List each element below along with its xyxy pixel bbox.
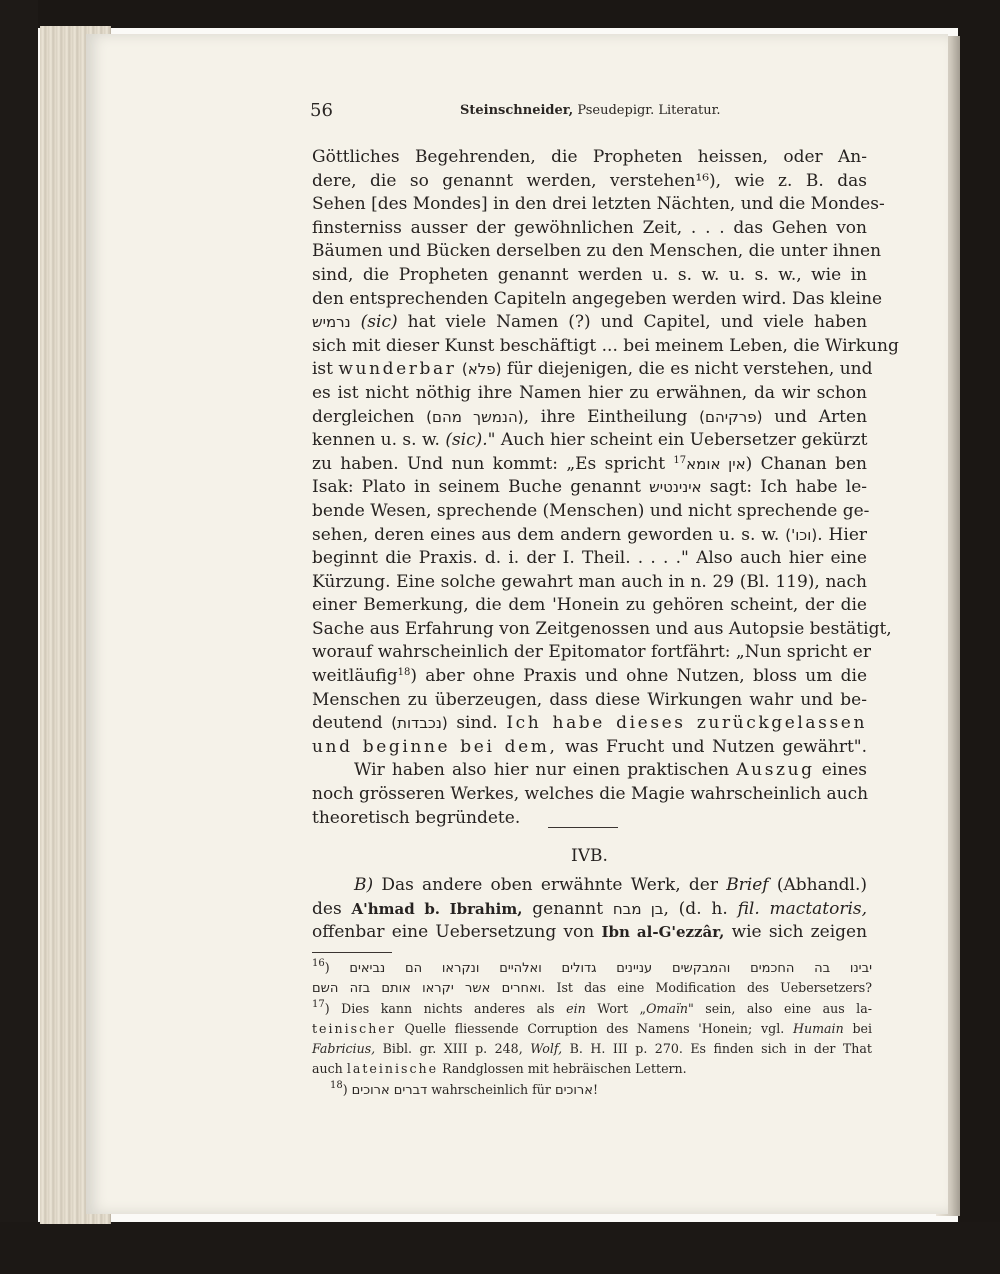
text-segment: Wir haben also hier nur einen praktischen	[354, 760, 730, 781]
footnote-number: 16	[312, 958, 325, 969]
hebrew-quote: ארוכים	[554, 1082, 593, 1098]
text-segment: !	[592, 1081, 598, 1097]
text-line: theoretisch begründete.	[312, 807, 521, 828]
text-line: Kürzung. Eine solche gewahrt man auch in n. 29 (Bl. 119), nach	[312, 571, 867, 592]
text-segment: für diejenigen, die es nicht verstehen, und	[506, 359, 873, 380]
text-line	[312, 476, 867, 500]
text-line: beginnt die Praxis. d. i. der I. Theil. . . . ." Also auch hier eine	[312, 548, 867, 569]
text-segment: eines	[821, 760, 868, 781]
spaced-word: lateinische	[346, 1061, 439, 1077]
text-segment: hat viele Namen (?) und Capitel, und viele haben	[407, 312, 868, 333]
hebrew-quote: יבינו בה החכמים והמבקשים עניינים גדולים ואלהיים ונקראו הם נביאים	[349, 961, 872, 976]
text-segment: Brief	[726, 875, 769, 895]
hebrew-term: אין אומא	[686, 454, 746, 473]
main-text	[312, 146, 899, 830]
hebrew-term: נרמיש	[312, 313, 351, 332]
scan-background-left	[0, 0, 38, 1274]
sic-note: (sic).	[445, 430, 488, 451]
text-segment: sind.	[456, 713, 498, 734]
text-line: Göttliches Begehrenden, die Propheten heissen, oder An-	[312, 147, 867, 167]
text-segment: . Hier	[817, 524, 868, 545]
footnote-number: 17	[312, 998, 325, 1010]
text-segment: weitläufig	[312, 666, 398, 687]
text-segment: bei	[852, 1020, 872, 1036]
footnote-line	[312, 978, 872, 998]
footnote-line: $^{16}$) יבינו בה החכמים והמבקשים עניינים גדולים ואלהיים ונקראו הם נביאים	[312, 958, 872, 976]
hebrew-term: (נכבדות)	[391, 714, 448, 733]
text-line	[312, 920, 867, 944]
scan-background-top	[0, 0, 1000, 28]
text-segment: " sein, also eine aus la-	[687, 1000, 872, 1016]
footnote-line: $^{18}$) דברים ארוכים wahrscheinlich für ארוכים!	[330, 1079, 598, 1098]
text-line	[312, 358, 873, 382]
text-segment: (Abhandl.)	[776, 875, 868, 895]
text-line	[312, 311, 867, 335]
text-line: Bäumen und Bücken derselben zu den Menschen, die unter ihnen	[312, 241, 882, 262]
running-head	[310, 100, 870, 126]
hebrew-term: (פרקיהם)	[699, 407, 763, 426]
footnote-line	[312, 1019, 872, 1039]
text-segment: des	[312, 898, 342, 919]
text-line	[312, 712, 867, 736]
text-segment: ) aber ohne Praxis und ohne Nutzen, bloss um die	[410, 666, 867, 687]
text-line	[312, 873, 867, 897]
spaced-word: Auszug	[736, 760, 815, 781]
text-line	[312, 736, 867, 760]
text-line: worauf wahrscheinlich der Epitomator fortfährt: „Nun spricht er	[312, 642, 871, 663]
hebrew-quote: דברים ארוכים	[351, 1082, 428, 1098]
text-line: den entsprechenden Capiteln angegeben werden wird. Das kleine	[312, 288, 883, 309]
text-line	[312, 897, 867, 921]
hebrew-term: (הנמשך מהם)	[426, 407, 524, 426]
spaced-phrase: Ich habe dieses zurückgelassen	[506, 713, 868, 734]
text-segment: Quelle fliessende Corruption des Namens 'Honein; vgl.	[404, 1020, 785, 1036]
hebrew-term: אינינטיש	[649, 478, 702, 497]
footnote-line	[312, 1039, 872, 1059]
text-segment: Fabricius,	[312, 1041, 376, 1057]
running-title	[460, 103, 721, 118]
footnote-rule	[312, 952, 392, 953]
text-segment: ist	[312, 359, 333, 380]
hebrew-term: ('וכו)	[785, 525, 818, 544]
text-segment: Isak: Plato in seinem Buche genannt	[312, 477, 641, 498]
text-segment: dergleichen	[312, 406, 415, 427]
scan-background-bottom	[0, 1222, 1000, 1274]
text-segment: , ihre Eintheilung	[523, 406, 688, 427]
text-segment: kennen u. s. w.	[312, 430, 440, 451]
text-segment: wie sich zeigen	[731, 922, 868, 943]
text-segment: Omaïn	[646, 1000, 688, 1016]
text-line: sind, die Propheten genannt werden u. s. w. u. s. w., wie in	[312, 264, 867, 285]
text-segment: , (d. h.	[663, 898, 728, 919]
text-segment: Ist das eine Modification des Uebersetzers?	[556, 980, 872, 996]
text-line: finsterniss ausser der gewöhnlichen Zeit, . . . das Gehen von	[312, 217, 867, 238]
spaced-phrase: und beginne bei dem,	[312, 736, 558, 757]
text-segment: zu haben. Und nun kommt: „Es spricht	[312, 453, 666, 474]
text-line	[312, 759, 867, 783]
text-segment: B)	[354, 875, 374, 895]
hebrew-quote: ואחרים אשר יקראו אותם בזה השם.	[312, 981, 546, 997]
text-line	[312, 524, 867, 548]
text-line: Sache aus Erfahrung von Zeitgenossen und aus Autopsie bestätigt,	[312, 618, 892, 639]
page-number: 56	[310, 100, 333, 121]
author-name: Ibn al-G'ezzâr,	[601, 923, 725, 942]
text-segment: auch	[312, 1061, 343, 1077]
text-segment: sehen, deren eines aus dem andern geworden u. s. w.	[312, 524, 780, 545]
text-segment: B. H. III p. 270. Es finden sich in der That	[569, 1041, 872, 1057]
text-segment: offenbar eine Uebersetzung von	[312, 922, 595, 943]
text-segment: Wolf,	[530, 1041, 563, 1057]
text-line: Menschen zu überzeugen, dass diese Wirkungen wahr und be-	[312, 689, 867, 710]
text-segment: was Frucht und Nutzen gewährt".	[565, 736, 868, 757]
text-segment: ) Dies kann nichts anderes als	[324, 1000, 555, 1016]
author-name: A'hmad b. Ibrahim,	[351, 899, 523, 918]
text-line: einer Bemerkung, die dem 'Honein zu gehören scheint, der die	[312, 595, 867, 616]
text-segment: Wort „	[597, 1000, 647, 1016]
text-line: dere, die so genannt werden, verstehen¹⁶), wie z. B. das	[312, 170, 867, 191]
text-line: es ist nicht nöthig ihre Namen hier zu erwähnen, da wir schon	[312, 382, 867, 403]
text-segment: deutend	[312, 713, 383, 734]
footnote-line	[312, 999, 872, 1019]
hebrew-term: (פלא)	[461, 360, 502, 379]
text-line	[312, 665, 867, 689]
hebrew-term: בן מבח	[612, 899, 664, 918]
author-name: Steinschneider,	[460, 103, 574, 118]
text-segment: " Auch hier scheint ein Uebersetzer gekürzt	[487, 430, 868, 451]
text-segment: ein	[566, 1000, 586, 1016]
work-title: Pseudepigr. Literatur.	[577, 103, 721, 118]
text-line: sich mit dieser Kunst beschäftigt ... bei meinem Leben, die Wirkung	[312, 335, 899, 356]
text-segment: fil. mactatoris,	[737, 898, 868, 919]
text-segment: Randglossen mit hebräischen Lettern.	[442, 1061, 687, 1077]
footnote-ref: 17	[673, 454, 687, 466]
text-line: bende Wesen, sprechende (Menschen) und nicht sprechende ge-	[312, 500, 870, 521]
text-line: noch grösseren Werkes, welches die Magie wahrscheinlich auch	[312, 784, 869, 805]
text-line	[312, 406, 867, 430]
text-segment: wahrscheinlich für	[431, 1081, 551, 1097]
section-text	[312, 873, 867, 944]
text-segment: sagt: Ich habe le-	[709, 477, 868, 498]
text-segment: Humain	[793, 1020, 844, 1036]
sic-note: (sic)	[360, 312, 398, 333]
spaced-word: wunderbar	[338, 359, 457, 380]
text-segment: Das andere oben erwähnte Werk, der	[381, 875, 718, 895]
section-heading: IVB.	[571, 846, 608, 866]
section-divider	[548, 827, 618, 828]
footnote-line	[312, 1059, 872, 1079]
text-segment: Bibl. gr. XIII p. 248,	[382, 1041, 523, 1057]
footnotes	[312, 958, 872, 1100]
text-segment: ) Chanan ben	[745, 453, 867, 474]
text-segment: genannt	[532, 898, 604, 919]
spaced-word: teinischer	[312, 1020, 396, 1036]
text-line	[312, 453, 867, 477]
text-line: Sehen [des Mondes] in den drei letzten Nächten, und die Mondes-	[312, 194, 885, 215]
text-line	[312, 429, 867, 453]
footnote-number: 18	[330, 1079, 343, 1091]
scan-background-right	[958, 0, 1000, 1274]
footnote-ref: 18	[397, 667, 411, 679]
text-segment: und Arten	[774, 406, 868, 427]
